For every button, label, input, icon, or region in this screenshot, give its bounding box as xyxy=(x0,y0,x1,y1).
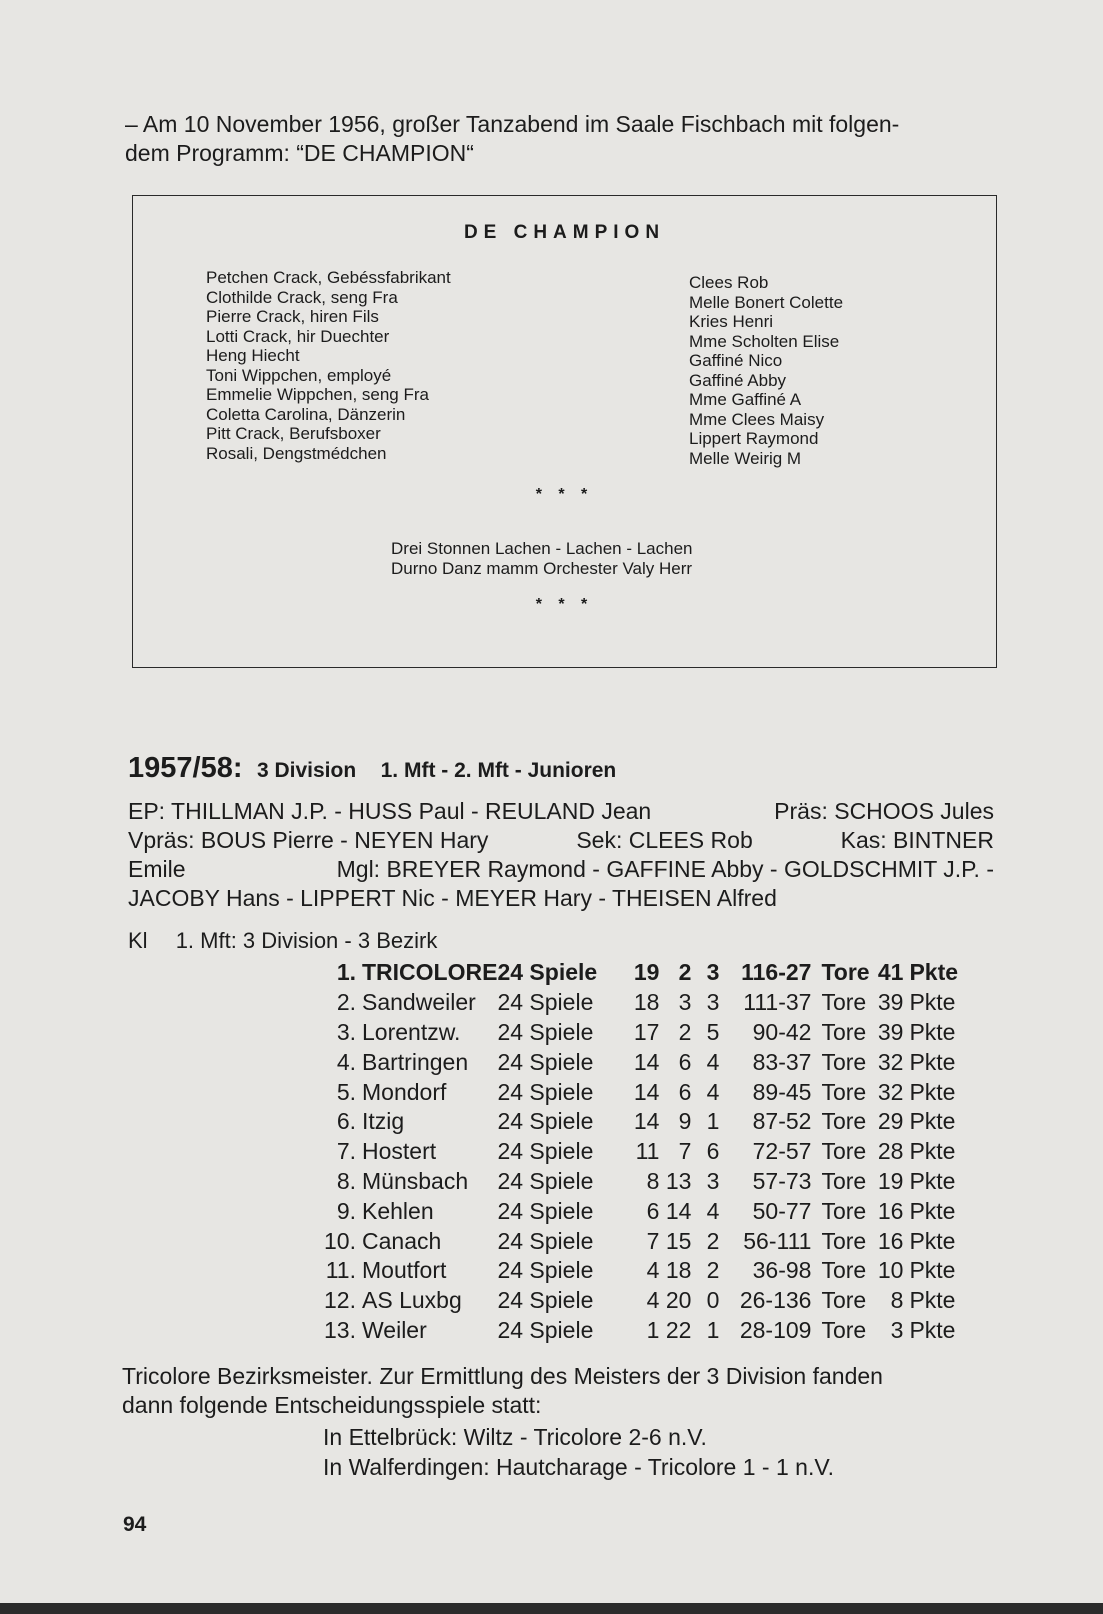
standing-points: 3 xyxy=(890,1316,904,1343)
playoff-result: In Walferdingen: Hautcharage - Tricolore 1 - 1 n.V. xyxy=(323,1454,834,1480)
standing-draws: 9 xyxy=(678,1108,692,1135)
standing-goals: 26-136 xyxy=(739,1287,812,1314)
standing-games: 24 Spiele xyxy=(497,1227,594,1254)
standing-team: Lorentzw. xyxy=(362,1018,461,1045)
season-heading xyxy=(128,752,616,785)
table-row xyxy=(318,1077,959,1107)
standing-points-label: Pkte xyxy=(909,1018,956,1045)
standing-losses: 2 xyxy=(706,1257,720,1284)
standing-points: 16 xyxy=(877,1197,904,1224)
standing-team: Bartringen xyxy=(362,1048,469,1075)
standing-goals: 87-52 xyxy=(752,1108,812,1135)
standing-wins: 6 xyxy=(646,1197,660,1224)
committee-president: Präs: SCHOOS Jules xyxy=(774,798,994,824)
cast-role: Pitt Crack, Berufsboxer xyxy=(206,424,381,443)
season-division: 3 Division xyxy=(256,759,357,782)
standing-wins: 7 xyxy=(646,1227,660,1254)
standing-losses: 4 xyxy=(706,1078,720,1105)
cast-role: Pierre Crack, hiren Fils xyxy=(206,307,379,326)
standing-team: Kehlen xyxy=(362,1197,434,1224)
standing-wins: 4 xyxy=(646,1287,660,1314)
standing-draws: 14 xyxy=(665,1197,692,1224)
standing-losses: 4 xyxy=(706,1048,720,1075)
standing-points: 8 xyxy=(890,1287,904,1314)
standing-rank: 12. xyxy=(324,1287,356,1314)
standing-rank: 11. xyxy=(325,1257,356,1284)
standing-points-label: Pkte xyxy=(909,1048,956,1075)
standing-games: 24 Spiele xyxy=(497,1138,594,1165)
committee-line: JACOBY Hans - LIPPERT Nic - MEYER Hary - THEISEN Alfred xyxy=(128,885,777,911)
standing-goals: 90-42 xyxy=(752,1018,812,1045)
standing-games: 24 Spiele xyxy=(497,959,598,986)
standing-draws: 2 xyxy=(678,1018,692,1045)
playoff-result: In Ettelbrück: Wiltz - Tricolore 2-6 n.V. xyxy=(323,1424,707,1450)
standing-points: 39 xyxy=(877,1018,904,1045)
standing-team: Itzig xyxy=(362,1108,405,1135)
standing-goals-label: Tore xyxy=(821,1078,867,1105)
table-row xyxy=(318,1167,959,1197)
cast-role: Petchen Crack, Gebéssfabrikant xyxy=(206,268,451,287)
cast-role: Rosali, Dengstmédchen xyxy=(206,443,387,463)
standing-rank: 1. xyxy=(336,959,356,986)
standing-points: 32 xyxy=(877,1078,904,1105)
standing-losses: 3 xyxy=(706,1167,720,1194)
standing-losses: 0 xyxy=(706,1287,720,1314)
standing-wins: 11 xyxy=(635,1138,660,1165)
standing-games: 24 Spiele xyxy=(497,1018,594,1045)
standing-points-label: Pkte xyxy=(909,1287,956,1314)
standing-goals: 89-45 xyxy=(752,1078,812,1105)
standing-team: Mondorf xyxy=(362,1078,447,1105)
committee-paragraph xyxy=(128,797,1000,913)
separator-stars-top: * * * xyxy=(535,486,594,503)
standing-points-label: Pkte xyxy=(909,1108,956,1135)
cast-actor: Melle Weirig M xyxy=(689,448,802,468)
standing-team: Münsbach xyxy=(362,1167,469,1194)
standing-games: 24 Spiele xyxy=(497,1108,594,1135)
table-row xyxy=(318,1047,959,1077)
standing-losses: 5 xyxy=(706,1018,720,1045)
committee-ep: EP: THILLMAN J.P. - HUSS Paul - REULAND Jean xyxy=(128,798,652,824)
standing-wins: 14 xyxy=(633,1048,660,1075)
standing-games: 24 Spiele xyxy=(497,1197,594,1224)
scan-edge-bar xyxy=(0,1603,1103,1614)
table-row xyxy=(318,958,959,988)
cast-actors-list xyxy=(689,273,843,468)
standing-wins: 1 xyxy=(646,1316,660,1343)
table-row xyxy=(318,1137,959,1167)
standing-team: TRICOLORE xyxy=(362,959,498,986)
standings-table xyxy=(318,958,959,1345)
standing-losses: 2 xyxy=(706,1227,720,1254)
standing-losses: 3 xyxy=(706,989,720,1016)
standing-points-label: Pkte xyxy=(909,989,956,1016)
standing-goals: 83-37 xyxy=(752,1048,812,1075)
committee-line xyxy=(128,797,1000,826)
cast-actor: Mme Clees Maisy xyxy=(689,409,825,429)
cast-role: Lotti Crack, hir Duechter xyxy=(206,326,390,346)
committee-vice-president: Vpräs: BOUS Pierre - NEYEN Hary xyxy=(128,827,489,853)
standing-goals-label: Tore xyxy=(821,1316,867,1343)
cast-actor: Kries Henri xyxy=(689,312,774,331)
standing-points: 29 xyxy=(877,1108,904,1135)
standing-team: Sandweiler xyxy=(362,989,476,1016)
standing-losses: 6 xyxy=(706,1138,720,1165)
standing-wins: 14 xyxy=(633,1108,660,1135)
table-row xyxy=(318,1196,959,1226)
standing-points-label: Pkte xyxy=(909,1197,956,1224)
standing-losses: 4 xyxy=(706,1197,720,1224)
standing-team: Moutfort xyxy=(362,1257,447,1284)
page-number: 94 xyxy=(123,1513,147,1536)
standing-points-label: Pkte xyxy=(909,1167,956,1194)
intro-line-1: – Am 10 November 1956, großer Tanzabend im Saale Fischbach mit folgen- xyxy=(125,111,900,137)
standing-team: Hostert xyxy=(362,1138,437,1165)
standing-points: 19 xyxy=(877,1167,904,1194)
committee-line xyxy=(128,826,1000,855)
standing-losses: 3 xyxy=(706,959,720,986)
standing-draws: 20 xyxy=(665,1287,692,1314)
standing-rank: 2. xyxy=(336,989,356,1016)
cast-actor: Gaffiné Abby xyxy=(689,370,787,390)
intro-paragraph xyxy=(125,110,1005,168)
standing-points: 39 xyxy=(877,989,904,1016)
table-row xyxy=(318,1316,959,1346)
standing-points: 32 xyxy=(877,1048,904,1075)
standing-goals-label: Tore xyxy=(821,1138,867,1165)
standing-goals-label: Tore xyxy=(821,1287,867,1314)
standing-points-label: Pkte xyxy=(909,1227,956,1254)
cast-role: Emmelie Wippchen, seng Fra xyxy=(206,385,429,404)
committee-treasurer: Kas: BINTNER xyxy=(840,827,994,853)
standing-rank: 8. xyxy=(336,1167,356,1194)
standing-points-label: Pkte xyxy=(909,1138,956,1165)
standing-goals-label: Tore xyxy=(821,1167,867,1194)
standing-rank: 5. xyxy=(336,1078,356,1105)
table-row xyxy=(318,1226,959,1256)
standing-games: 24 Spiele xyxy=(497,1167,594,1194)
committee-treasurer-cont: Emile xyxy=(128,856,186,882)
standing-goals: 36-98 xyxy=(752,1257,812,1284)
table-row xyxy=(318,988,959,1018)
standing-goals-label: Tore xyxy=(821,1197,867,1224)
cast-role: Heng Hiecht xyxy=(206,346,300,365)
committee-secretary: Sek: CLEES Rob xyxy=(576,827,753,853)
standing-points-label: Pkte xyxy=(909,959,959,986)
standing-team: Weiler xyxy=(362,1316,427,1343)
standings-body xyxy=(318,958,959,1345)
table-row xyxy=(318,1286,959,1316)
committee-line xyxy=(128,855,1000,884)
standing-draws: 2 xyxy=(678,959,692,986)
cast-role: Coletta Carolina, Dänzerin xyxy=(206,404,406,424)
table-row xyxy=(318,1018,959,1048)
standing-games: 24 Spiele xyxy=(497,1316,594,1343)
standing-rank: 6. xyxy=(336,1108,356,1135)
standing-rank: 7. xyxy=(336,1138,356,1165)
standing-games: 24 Spiele xyxy=(497,1257,594,1284)
classification-heading xyxy=(128,928,437,954)
cast-actor: Mme Gaffiné A xyxy=(689,390,802,409)
standing-points: 28 xyxy=(877,1138,904,1165)
standing-losses: 1 xyxy=(706,1316,720,1343)
standing-games: 24 Spiele xyxy=(497,1078,594,1105)
standing-goals-label: Tore xyxy=(821,1257,867,1284)
cast-actor: Mme Scholten Elise xyxy=(689,331,840,351)
cast-actor: Lippert Raymond xyxy=(689,429,819,448)
conclusion-paragraph xyxy=(122,1362,1002,1420)
intro-line-2: dem Programm: “DE CHAMPION“ xyxy=(125,140,474,166)
standing-draws: 3 xyxy=(678,989,692,1016)
program-notes xyxy=(391,539,692,579)
playoff-results xyxy=(323,1422,834,1482)
classification-label: Kl xyxy=(128,928,148,953)
standing-draws: 6 xyxy=(678,1078,692,1105)
standing-games: 24 Spiele xyxy=(497,1048,594,1075)
cast-actor: Melle Bonert Colette xyxy=(689,292,844,312)
standing-goals: 28-109 xyxy=(739,1316,812,1343)
standing-goals-label: Tore xyxy=(821,989,867,1016)
standing-goals: 111-37 xyxy=(743,989,812,1016)
standing-points: 10 xyxy=(877,1257,904,1284)
program-title: DE CHAMPION xyxy=(463,222,666,243)
standing-goals: 72-57 xyxy=(752,1138,812,1165)
season-year: 1957/58: xyxy=(128,752,243,784)
standing-losses: 1 xyxy=(706,1108,720,1135)
standing-goals: 116-27 xyxy=(741,959,812,986)
standing-wins: 4 xyxy=(646,1257,660,1284)
standing-wins: 17 xyxy=(633,1018,660,1045)
program-box xyxy=(132,195,997,668)
standing-points: 16 xyxy=(877,1227,904,1254)
table-row xyxy=(318,1107,959,1137)
cast-role: Clothilde Crack, seng Fra xyxy=(206,287,398,307)
standing-draws: 6 xyxy=(678,1048,692,1075)
separator-stars-bottom: * * * xyxy=(535,596,594,613)
standing-team: Canach xyxy=(362,1227,442,1254)
classification-subtitle: 1. Mft: 3 Division - 3 Bezirk xyxy=(175,928,438,953)
standing-wins: 14 xyxy=(633,1078,660,1105)
standing-rank: 10. xyxy=(324,1227,356,1254)
standing-points-label: Pkte xyxy=(909,1316,956,1343)
standing-team: AS Luxbg xyxy=(362,1287,462,1314)
cast-actor: Gaffiné Nico xyxy=(689,351,783,370)
standing-wins: 8 xyxy=(646,1167,660,1194)
standing-goals: 57-73 xyxy=(752,1167,812,1194)
season-teams: 1. Mft - 2. Mft - Junioren xyxy=(380,759,617,782)
standing-goals: 56-111 xyxy=(743,1227,812,1254)
standing-goals-label: Tore xyxy=(821,1227,867,1254)
standing-points-label: Pkte xyxy=(909,1078,956,1105)
standing-goals-label: Tore xyxy=(821,1018,867,1045)
standing-goals: 50-77 xyxy=(752,1197,812,1224)
standing-draws: 22 xyxy=(665,1316,692,1343)
program-note-2: Durno Danz mamm Orchester Valy Herr xyxy=(391,559,693,578)
cast-role: Toni Wippchen, employé xyxy=(206,365,392,385)
standing-games: 24 Spiele xyxy=(497,1287,594,1314)
standing-draws: 15 xyxy=(665,1227,692,1254)
program-note-1: Drei Stonnen Lachen - Lachen - Lachen xyxy=(391,539,693,558)
standing-wins: 18 xyxy=(633,989,660,1016)
standing-draws: 18 xyxy=(665,1257,692,1284)
conclusion-line-1: Tricolore Bezirksmeister. Zur Ermittlung des Meisters der 3 Division fanden xyxy=(122,1363,883,1389)
committee-members: Mgl: BREYER Raymond - GAFFINE Abby - GOLDSCHMIT J.P. - xyxy=(336,856,994,882)
standing-goals-label: Tore xyxy=(821,1048,867,1075)
standing-rank: 4. xyxy=(336,1048,356,1075)
table-row xyxy=(318,1256,959,1286)
standing-goals-label: Tore xyxy=(821,1108,867,1135)
standing-goals-label: Tore xyxy=(821,959,870,986)
conclusion-line-2: dann folgende Entscheidungsspiele statt: xyxy=(122,1392,542,1418)
standing-draws: 7 xyxy=(678,1138,692,1165)
standing-games: 24 Spiele xyxy=(497,989,594,1016)
standing-wins: 19 xyxy=(633,959,660,986)
standing-rank: 13. xyxy=(324,1316,356,1343)
standing-rank: 3. xyxy=(336,1018,356,1045)
standing-points: 41 xyxy=(877,959,904,986)
standing-draws: 13 xyxy=(665,1167,692,1194)
standing-points-label: Pkte xyxy=(909,1257,956,1284)
cast-roles-list xyxy=(206,268,451,463)
cast-actor: Clees Rob xyxy=(689,273,769,292)
standing-rank: 9. xyxy=(336,1197,356,1224)
